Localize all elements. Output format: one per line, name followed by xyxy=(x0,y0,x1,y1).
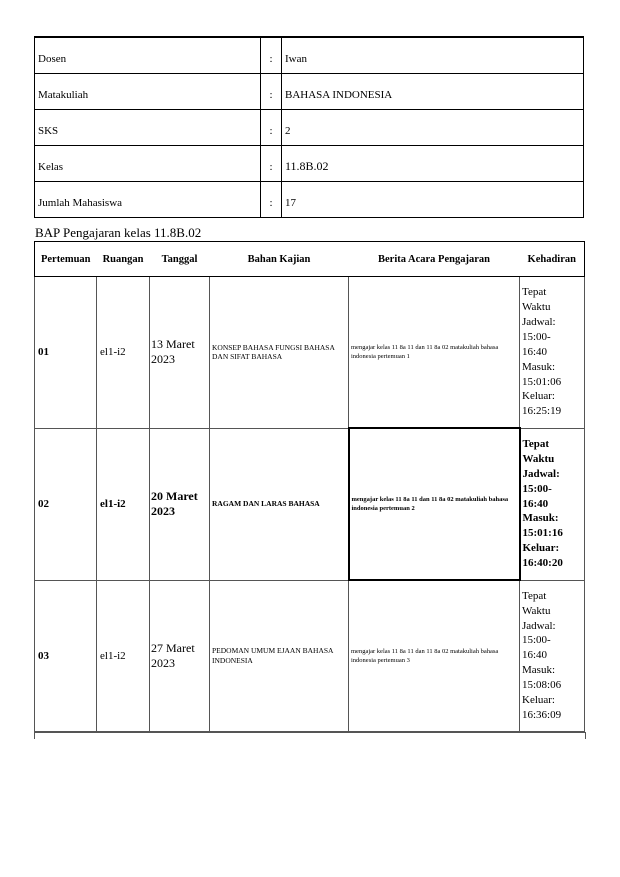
cell-tanggal: 13 Maret 2023 xyxy=(150,277,210,429)
info-row-jumlah xyxy=(35,182,584,218)
cell-bahan-kajian: KONSEP BAHASA FUNGSI BAHASA DAN SIFAT BAHASA xyxy=(210,277,349,429)
cell-berita-acara: mengajar kelas 11 8a 11 dan 11 8a 02 matakuliah bahasa indonesia pertemuan 1 xyxy=(349,277,520,429)
info-sep: : xyxy=(261,110,282,146)
cell-pertemuan: 03 xyxy=(35,580,97,732)
info-label: Matakuliah xyxy=(35,74,261,110)
course-info-table xyxy=(34,36,584,218)
att-line: Masuk: xyxy=(522,360,555,373)
att-line: Masuk: xyxy=(522,664,555,677)
att-line: 15:00- xyxy=(522,330,551,343)
info-sep: : xyxy=(261,74,282,110)
info-sep: : xyxy=(261,37,282,74)
info-row-matakuliah xyxy=(35,74,584,110)
att-line: Jadwal: xyxy=(522,316,556,329)
cell-tanggal: 20 Maret 2023 xyxy=(150,428,210,580)
bap-header-row xyxy=(35,242,585,277)
cell-kehadiran xyxy=(520,580,585,732)
att-line: 16:40:20 xyxy=(522,556,563,569)
info-value: BAHASA INDONESIA xyxy=(282,74,584,110)
cell-kehadiran xyxy=(520,277,585,429)
cell-pertemuan: 01 xyxy=(35,277,97,429)
cell-ruangan: el1-i2 xyxy=(97,428,150,580)
cell-ruangan: el1-i2 xyxy=(97,277,150,429)
att-line: Waktu xyxy=(522,604,551,617)
table-row xyxy=(35,580,585,732)
cell-tanggal: 27 Maret 2023 xyxy=(150,580,210,732)
col-header-pertemuan: Pertemuan xyxy=(35,242,97,277)
att-line: Tepat xyxy=(522,589,547,602)
col-header-bahan-kajian: Bahan Kajian xyxy=(210,242,349,277)
att-line: 15:01:06 xyxy=(522,375,562,388)
info-label: Dosen xyxy=(35,37,261,74)
info-label: SKS xyxy=(35,110,261,146)
info-label: Jumlah Mahasiswa xyxy=(35,182,261,218)
table-row xyxy=(35,277,585,429)
cell-berita-acara: mengajar kelas 11 8a 11 dan 11 8a 02 matakuliah bahasa indonesia pertemuan 3 xyxy=(349,580,520,732)
att-line: Masuk: xyxy=(522,512,559,525)
cell-bahan-kajian: PEDOMAN UMUM EJAAN BAHASA INDONESIA xyxy=(210,580,349,732)
att-line: 15:01:16 xyxy=(522,527,563,540)
cell-pertemuan: 02 xyxy=(35,428,97,580)
att-line: 16:40 xyxy=(522,497,549,510)
info-value: Iwan xyxy=(282,37,584,74)
att-line: 15:08:06 xyxy=(522,679,562,692)
col-header-ruangan: Ruangan xyxy=(97,242,150,277)
info-value: 2 xyxy=(282,110,584,146)
table-continuation xyxy=(34,732,586,739)
att-line: Tepat xyxy=(522,438,549,451)
att-line: Jadwal: xyxy=(522,619,556,632)
att-line: Tepat xyxy=(522,286,547,299)
att-line: 16:25:19 xyxy=(522,405,562,418)
att-line: Waktu xyxy=(522,453,555,466)
att-line: 16:36:09 xyxy=(522,708,562,721)
info-row-kelas xyxy=(35,146,584,182)
att-line: 16:40 xyxy=(522,345,548,358)
info-value: 11.8B.02 xyxy=(282,146,584,182)
cell-bahan-kajian: RAGAM DAN LARAS BAHASA xyxy=(210,428,349,580)
cell-kehadiran xyxy=(520,428,585,580)
info-sep: : xyxy=(261,146,282,182)
col-header-berita-acara: Berita Acara Pengajaran xyxy=(349,242,520,277)
att-line: Jadwal: xyxy=(522,467,560,480)
att-line: Keluar: xyxy=(522,542,560,555)
bap-title: BAP Pengajaran kelas 11.8B.02 xyxy=(35,225,202,240)
info-label: Kelas xyxy=(35,146,261,182)
att-line: 16:40 xyxy=(522,649,548,662)
info-value: 17 xyxy=(282,182,584,218)
bap-table xyxy=(34,241,585,732)
att-line: Keluar: xyxy=(522,693,555,706)
info-row-dosen xyxy=(35,37,584,74)
att-line: Keluar: xyxy=(522,390,555,403)
col-header-kehadiran: Kehadiran xyxy=(520,242,585,277)
info-sep: : xyxy=(261,182,282,218)
col-header-tanggal: Tanggal xyxy=(150,242,210,277)
cell-ruangan: el1-i2 xyxy=(97,580,150,732)
att-line: Waktu xyxy=(522,301,551,314)
info-row-sks xyxy=(35,110,584,146)
table-row xyxy=(35,428,585,580)
cell-berita-acara: mengajar kelas 11 8a 11 dan 11 8a 02 matakuliah bahasa indonesia pertemuan 2 xyxy=(349,428,520,580)
att-line: 15:00- xyxy=(522,482,552,495)
att-line: 15:00- xyxy=(522,634,551,647)
